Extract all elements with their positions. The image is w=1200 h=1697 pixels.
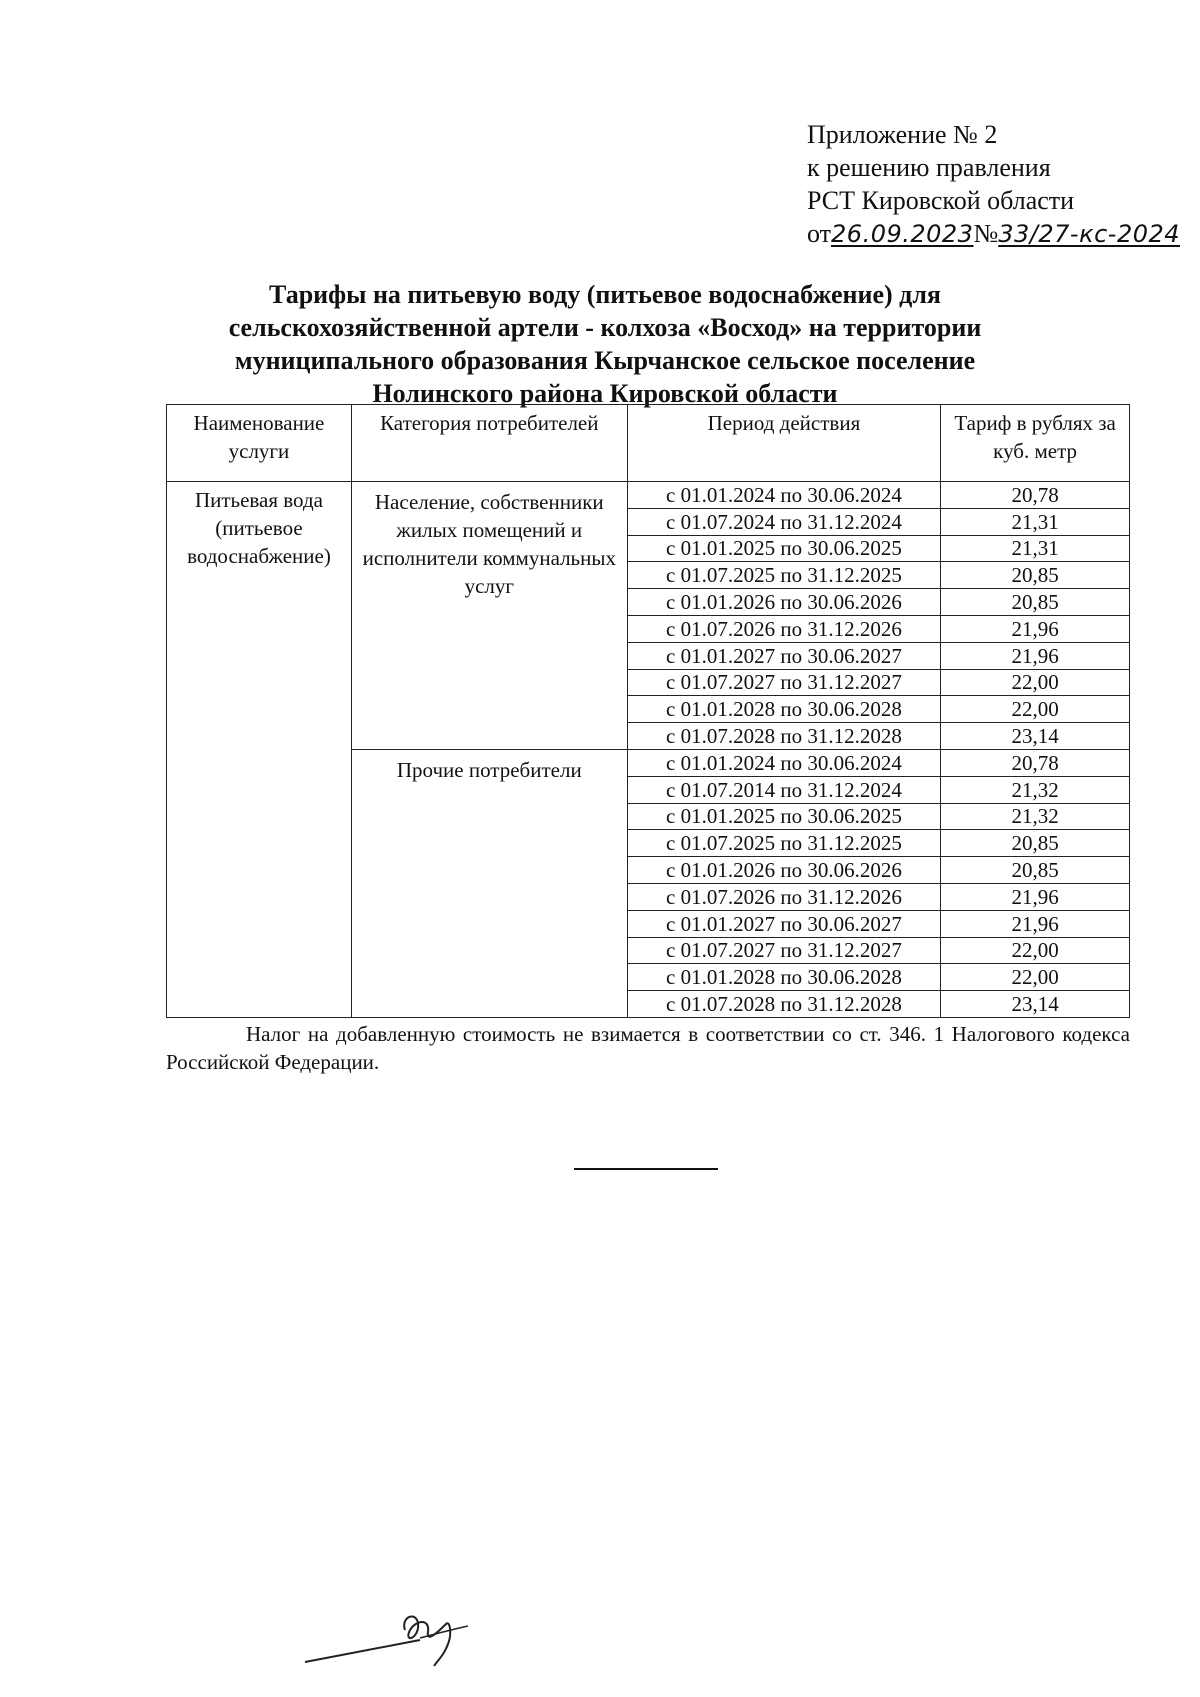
period-cell: с 01.01.2026 по 30.06.2026	[627, 589, 941, 616]
number-prefix: №	[973, 219, 999, 248]
period-cell: с 01.01.2028 по 30.06.2028	[627, 696, 941, 723]
tariff-table-body	[167, 482, 1130, 1018]
period-cell: с 01.07.2027 по 31.12.2027	[627, 937, 941, 964]
tariff-cell: 20,85	[941, 562, 1130, 589]
period-cell: с 01.07.2028 по 31.12.2028	[627, 723, 941, 750]
tariff-cell: 20,78	[941, 749, 1130, 776]
period-cell: с 01.01.2025 по 30.06.2025	[627, 535, 941, 562]
period-cell: с 01.07.2026 по 31.12.2026	[627, 883, 941, 910]
table-header-row	[167, 405, 1130, 482]
tariff-cell: 21,96	[941, 615, 1130, 642]
decision-date: 26.09.2023	[831, 220, 974, 248]
period-cell: с 01.07.2014 по 31.12.2024	[627, 776, 941, 803]
header-service: Наименование услуги	[167, 405, 352, 482]
tariff-cell: 21,31	[941, 508, 1130, 535]
tariff-table	[166, 404, 1130, 1018]
tariff-cell: 20,85	[941, 589, 1130, 616]
appendix-date-number	[807, 217, 1180, 251]
period-cell: с 01.01.2025 по 30.06.2025	[627, 803, 941, 830]
title-line-1: Тарифы на питьевую воду (питьевое водоснабжение) для	[269, 280, 941, 309]
tariff-cell: 21,96	[941, 883, 1130, 910]
category-cell: Прочие потребители	[351, 749, 627, 1017]
tariff-cell: 21,32	[941, 803, 1130, 830]
period-cell: с 01.01.2024 по 30.06.2024	[627, 749, 941, 776]
tariff-cell: 23,14	[941, 723, 1130, 750]
closing-rule	[574, 1168, 718, 1170]
period-cell: с 01.07.2028 по 31.12.2028	[627, 991, 941, 1018]
tariff-cell: 22,00	[941, 696, 1130, 723]
tariff-cell: 23,14	[941, 991, 1130, 1018]
title-line-3: муниципального образования Кырчанское сельское поселение	[234, 346, 976, 375]
title-line-4: Нолинского района Кировской области	[372, 379, 838, 408]
date-prefix: от	[807, 219, 832, 248]
appendix-authority: РСТ Кировской области	[807, 186, 1075, 215]
tariff-cell: 22,00	[941, 669, 1130, 696]
period-cell: с 01.07.2025 по 31.12.2025	[627, 562, 941, 589]
tariff-cell: 21,96	[941, 910, 1130, 937]
tariff-cell: 20,85	[941, 857, 1130, 884]
document-title	[140, 278, 1070, 410]
period-cell: с 01.07.2025 по 31.12.2025	[627, 830, 941, 857]
vat-note: Налог на добавленную стоимость не взимается в соответствии со ст. 346. 1 Налогового кодекса Российской Федерации.	[166, 1022, 1130, 1074]
tariff-cell: 21,31	[941, 535, 1130, 562]
header-tariff: Тариф в рублях за куб. метр	[941, 405, 1130, 482]
tariff-cell: 20,78	[941, 482, 1130, 509]
title-line-2: сельскохозяйственной артели - колхоза «Восход» на территории	[228, 313, 982, 342]
period-cell: с 01.07.2026 по 31.12.2026	[627, 615, 941, 642]
period-cell: с 01.07.2027 по 31.12.2027	[627, 669, 941, 696]
tariff-cell: 21,32	[941, 776, 1130, 803]
period-cell: с 01.01.2024 по 30.06.2024	[627, 482, 941, 509]
appendix-title: Приложение № 2	[807, 120, 998, 149]
tariff-cell: 22,00	[941, 964, 1130, 991]
period-cell: с 01.01.2027 по 30.06.2027	[627, 910, 941, 937]
tariff-cell: 20,85	[941, 830, 1130, 857]
period-cell: с 01.07.2024 по 31.12.2024	[627, 508, 941, 535]
period-cell: с 01.01.2027 по 30.06.2027	[627, 642, 941, 669]
period-cell: с 01.01.2028 по 30.06.2028	[627, 964, 941, 991]
period-cell: с 01.01.2026 по 30.06.2026	[627, 857, 941, 884]
service-name-cell: Питьевая вода (питьевое водоснабжение)	[167, 482, 352, 1018]
table-row	[167, 482, 1130, 509]
decision-number: 33/27-кс-2024	[998, 220, 1181, 248]
handwritten-signature-icon	[300, 1600, 480, 1670]
tariff-cell: 21,96	[941, 642, 1130, 669]
tariff-cell: 22,00	[941, 937, 1130, 964]
category-cell: Население, собственники жилых помещений и исполнители коммунальных услуг	[351, 482, 627, 750]
header-period: Период действия	[627, 405, 941, 482]
appendix-decision: к решению правления	[807, 153, 1051, 182]
header-category: Категория потребителей	[351, 405, 627, 482]
appendix-block	[807, 118, 1180, 251]
